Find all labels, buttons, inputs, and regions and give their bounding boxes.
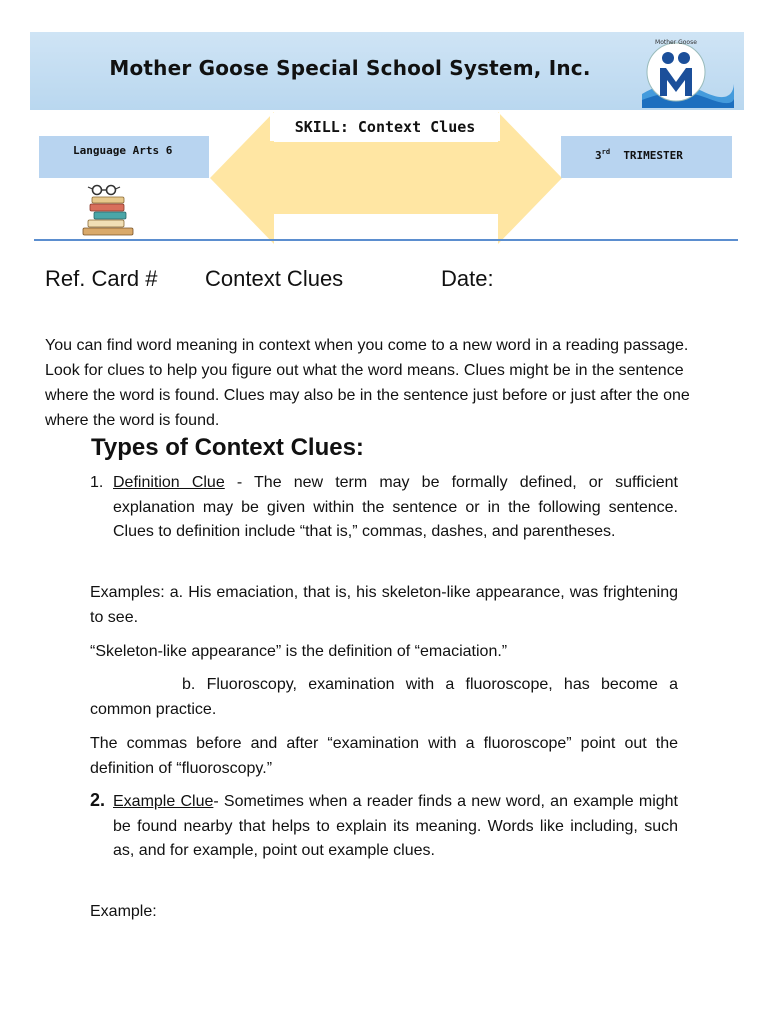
ref-card-label: Ref. Card # <box>45 266 158 291</box>
school-name: Mother Goose Special School System, Inc. <box>109 56 591 80</box>
skill-box <box>270 113 500 141</box>
school-logo-icon <box>642 36 734 108</box>
date-label: Date: <box>441 266 494 291</box>
example-clue-item <box>90 790 678 864</box>
trimester-number: 3 <box>595 149 602 162</box>
example-a: Examples: a. His emaciation, that is, his skeleton-like appearance, was frightening to see. <box>90 584 678 626</box>
skill-label: SKILL: Context Clues <box>294 118 476 136</box>
header-divider <box>34 239 738 241</box>
subject-box <box>39 136 209 178</box>
item-number: 1. <box>90 474 104 491</box>
definition-clue-item <box>90 471 678 545</box>
definition-clue-term: Definition Clue <box>113 474 225 491</box>
trimester-suffix: rd <box>601 148 611 156</box>
explanation-b: The commas before and after “examination with a fluoroscope” point out the definition of “fluoroscopy.” <box>90 735 678 777</box>
example-b: b. Fluoroscopy, examination with a fluoroscope, has become a common practice. <box>90 676 678 718</box>
subject-label: Language Arts 6 <box>73 144 173 157</box>
trimester-text: TRIMESTER <box>623 149 683 162</box>
example-label: Example: <box>90 903 157 920</box>
example-clue-term: Example Clue <box>113 793 214 810</box>
section-heading: Types of Context Clues: <box>91 434 364 461</box>
trimester-box <box>561 136 732 178</box>
logo-caption: Mother Goose <box>655 39 697 46</box>
trimester-label <box>595 148 683 162</box>
card-topic: Context Clues <box>205 266 344 291</box>
intro-paragraph: You can find word meaning in context when you come to a new word in a reading passage. Look for clues to help you figure out what the word means. Clues might be in the sentence where the word is found. Clues may also be in the sentence just before or just after the one where the word is found. <box>45 337 690 429</box>
header-banner <box>30 32 744 110</box>
definition-clue-text: - The new term may be formally defined, or sufficient explanation may be given within the sentence or in the following sentence. Clues to definition include “that is,” commas, dashes, and parentheses. <box>113 474 678 541</box>
explanation-a: “Skeleton-like appearance” is the definition of “emaciation.” <box>90 643 508 660</box>
item-number: 2. <box>90 790 106 810</box>
example-clue-text: - Sometimes when a reader finds a new word, an example might be found nearby that helps to explain its meaning. Words like including, such as, and for example, point out example clues. <box>113 793 679 860</box>
books-icon <box>80 184 136 236</box>
